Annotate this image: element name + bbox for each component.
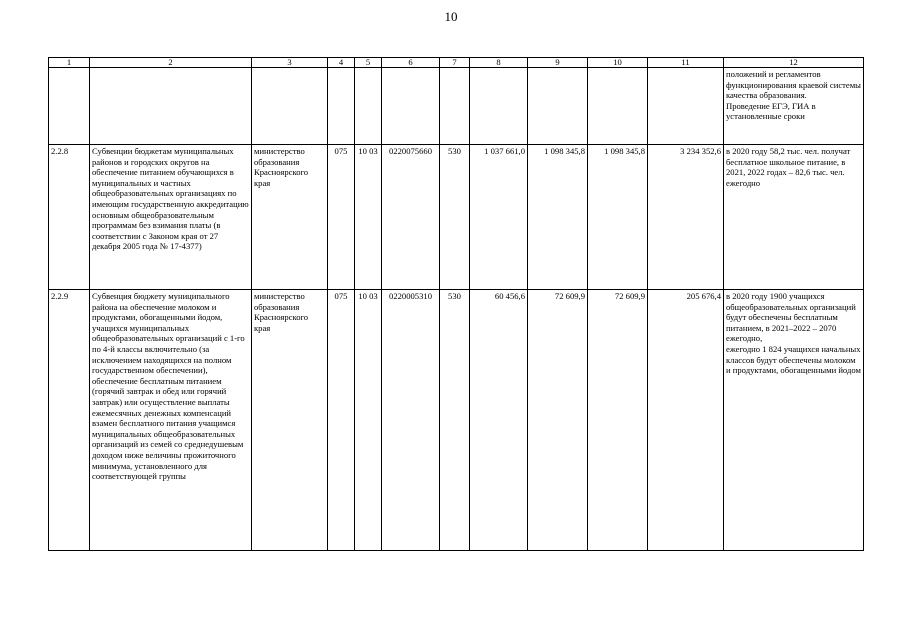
amount-2021: 1 098 345,8 [528,145,588,290]
csr-code: 0220005310 [382,290,440,551]
rzpr-code: 10 03 [355,145,382,290]
column-number: 5 [355,58,382,68]
table-row-2-2-8 [49,145,864,290]
budget-table [48,57,864,551]
ministry: министерство образования Красноярского края [252,290,328,551]
ministry: министерство образования Красноярского края [252,145,328,290]
amount-total: 3 234 352,6 [648,145,724,290]
row-number: 2.2.8 [49,145,90,290]
result-cell: положений и регламентов функционирования краевой системы качества образования. Проведение ЕГЭ, ГИА в установленные сроки [724,68,864,145]
column-number: 11 [648,58,724,68]
column-number: 12 [724,58,864,68]
measure-name: Субвенция бюджету муниципального района на обеспечение молоком и продуктами, обогащенными йодом, учащихся муниципальных общеобразовательных организаций с 1-го по 4-й классы включительно (за исключением находящихся на полном государственном обеспечении), обеспечение бесплатным питанием (горячий завтрак и обед или горячий завтрак) или осуществление выплаты ежемесячных денежных компенсаций взамен бесплатного питания учащимся муниципальных общеобразовательных организаций из семей со среднедушевым доходом ниже величины прожиточного минимума, установленного для соответствующей группы [90,290,252,551]
column-number: 7 [440,58,470,68]
column-number: 2 [90,58,252,68]
csr-code: 0220075660 [382,145,440,290]
column-number-row [49,58,864,68]
vr-code: 530 [440,290,470,551]
result-cell: в 2020 году 1900 учащихся общеобразовательных организаций будут обеспечены бесплатным питанием, в 2021–2022 – 2070 ежегодно, ежегодно 1 824 учащихся начальных классов будут обеспечены молоком и продуктами, обогащенными йодом [724,290,864,551]
amount-2022: 1 098 345,8 [588,145,648,290]
row-number: 2.2.9 [49,290,90,551]
column-number: 3 [252,58,328,68]
rzpr-code: 10 03 [355,290,382,551]
amount-2020: 60 456,6 [470,290,528,551]
result-cell: в 2020 году 58,2 тыс. чел. получат бесплатное школьное питание, в 2021, 2022 годах – 82,6 тыс. чел. ежегодно [724,145,864,290]
column-number: 6 [382,58,440,68]
amount-total: 205 676,4 [648,290,724,551]
column-number: 1 [49,58,90,68]
measure-name: Субвенции бюджетам муниципальных районов и городских округов на обеспечение питанием обучающихся в муниципальных и частных общеобразовательных организациях по имеющим государственную аккредитацию основным общеобразовательным программам без взимания платы (в соответствии с Законом края от 27 декабря 2005 года № 17-4377) [90,145,252,290]
page-number: 10 [444,9,458,24]
amount-2021: 72 609,9 [528,290,588,551]
vr-code: 530 [440,145,470,290]
column-number: 9 [528,58,588,68]
column-number: 10 [588,58,648,68]
grbs-code: 075 [328,290,355,551]
grbs-code: 075 [328,145,355,290]
table-row-2-2-9 [49,290,864,551]
amount-2022: 72 609,9 [588,290,648,551]
amount-2020: 1 037 661,0 [470,145,528,290]
column-number: 8 [470,58,528,68]
continued-row [49,68,864,145]
column-number: 4 [328,58,355,68]
